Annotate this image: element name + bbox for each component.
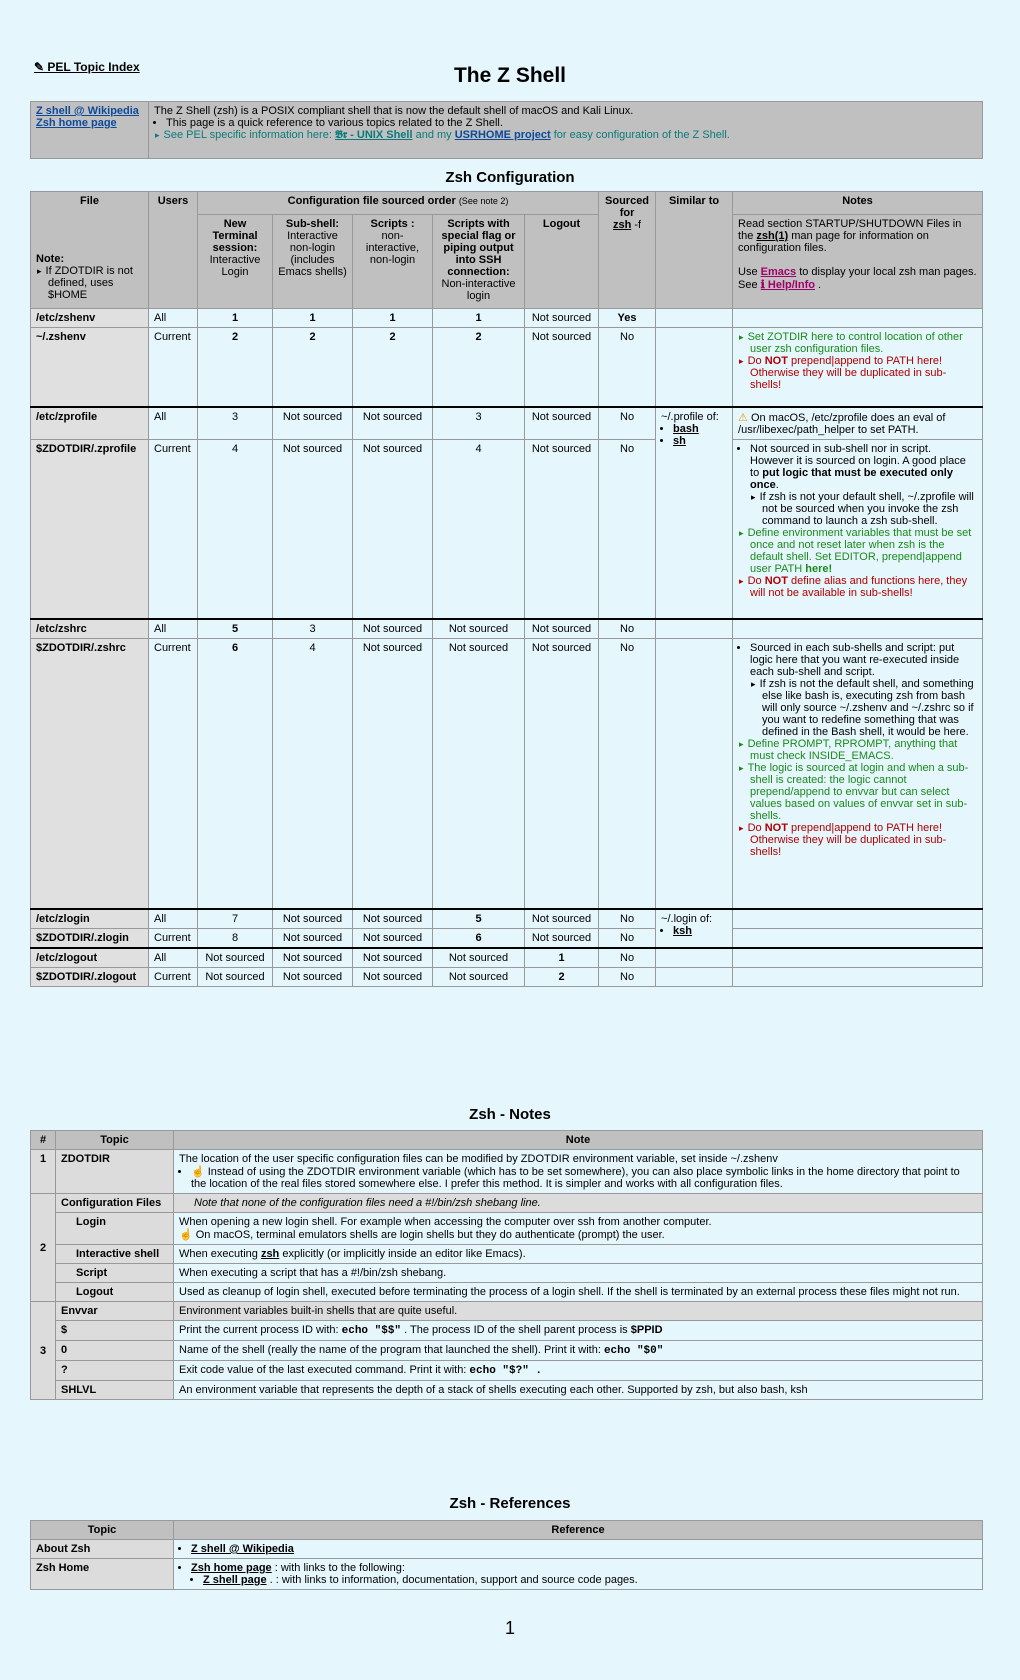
table-row: /etc/zshenv All 1 1 1 1 Not sourced Yes	[31, 309, 983, 328]
table-row: /etc/zshrc All 5 3 Not sourced Not sourced Not sourced No	[31, 619, 983, 639]
col-new-terminal: New Terminal session: Interactive Login	[198, 215, 273, 309]
help-info-link[interactable]: ℹ Help/Info	[760, 279, 815, 291]
col-sub-shell: Sub-shell: Interactive non-login (includes Emacs shells)	[273, 215, 353, 309]
table-row: 1 ZDOTDIR The location of the user specific configuration files can be modified by ZDOTDIR environment variable, set inside ~/.zshenv • ☝ Instead of using the ZDOTDIR environment variable (which has to be set somewhere), you can also place symbolic links in the home directory that point to the location of the real files stored somewhere else. I prefer this method. It is simpler and works with all configuration files.	[31, 1150, 983, 1194]
table-row: Script When executing a script that has a #!/bin/zsh shebang.	[31, 1264, 983, 1283]
table-row: SHLVL An environment variable that represents the depth of a stack of shells executing each other. Supported by zsh, but also bash, ksh	[31, 1381, 983, 1400]
table-row: /etc/zprofile All 3 Not sourced Not sourced 3 Not sourced No ~/.profile of: • bash • sh ⚠ On macOS, /etc/zprofile does an eval of /usr/libexec/path_helper to set PATH.	[31, 407, 983, 440]
intro-bullet-1: • This page is a quick reference to various topics related to the Z Shell.	[166, 117, 977, 129]
notes-title: Zsh - Notes	[469, 1106, 551, 1123]
sh-link[interactable]: sh	[673, 435, 686, 447]
usrhome-link[interactable]: USRHOME project	[454, 129, 551, 141]
col-file: File	[80, 195, 99, 207]
wikipedia-link[interactable]: Z shell @ Wikipedia	[36, 105, 139, 117]
table-row: $ZDOTDIR/.zlogin Current 8 Not sourced Not sourced 6 Not sourced No	[31, 929, 983, 949]
page-title: The Z Shell	[453, 64, 566, 87]
config-title: Zsh Configuration	[445, 169, 575, 186]
table-row: $ZDOTDIR/.zlogout Current Not sourced Not sourced Not sourced Not sourced 2 No	[31, 968, 983, 987]
table-row: ? Exit code value of the last executed command. Print it with: echo "$?" .	[31, 1361, 983, 1381]
col-users: Users	[149, 192, 198, 309]
zsh1-man-link[interactable]: zsh(1)	[756, 230, 789, 242]
col-scripts-special: Scripts with special flag or piping output into SSH connection: Non-interactive login	[433, 215, 525, 309]
table-row: /etc/zlogin All 7 Not sourced Not sourced 5 Not sourced No ~/.login of: • ksh	[31, 909, 983, 929]
topic-index-link[interactable]: ✎ PEL Topic Index	[34, 60, 140, 74]
ref-zshell-page-link[interactable]: Z shell page	[203, 1574, 267, 1586]
col-sourced: Sourced for	[605, 195, 650, 219]
table-row: ~/.zshenv Current 2 2 2 2 Not sourced No ▸ Set ZOTDIR here to control location of other user zsh configuration files. ▸ Do NOT prepend|append to PATH here! Otherwise they will be duplicated in sub-shells!	[31, 328, 983, 408]
warning-icon: ⚠	[738, 412, 748, 424]
table-row: Login When opening a new login shell. For example when accessing the computer over ssh from another computer. ☝ On macOS, terminal emulators shells are login shells but they do authenticate (prompt) the user.	[31, 1213, 983, 1245]
pel-unix-shell-link[interactable]: 𝕭𝖗 - UNIX Shell	[334, 129, 413, 141]
table-row: 2 Configuration Files Note that none of the configuration files need a #!/bin/zsh shebang line.	[31, 1194, 983, 1213]
intro-bullet-2: ▸ See PEL specific information here: 𝕭𝖗 - UNIX Shell and my USRHOME project for easy configuration of the Z Shell.	[166, 129, 977, 142]
table-row: $ZDOTDIR/.zprofile Current 4 Not sourced Not sourced 4 Not sourced No • Not sourced in sub-shell nor in script. However it is sourced on login. A good place to put logic that must be executed only once. ▸ If zsh is not your default shell, ~/.zprofile will not be sourced when you invoke the zsh command to launch a zsh sub-shell. ▸ Define environment variables that must be set once and not reset later when zsh is the default shell. Set EDITOR, prepend|append user PATH here! ▸ Do NOT define alias and functions here, they will not be available in sub-shells!	[31, 440, 983, 620]
table-row: Logout Used as cleanup of login shell, executed before terminating the process of a login shell. If the shell is terminated by an external process these files might not run.	[31, 1283, 983, 1302]
zsh-home-link[interactable]: Zsh home page	[36, 117, 117, 129]
zsh-exec-link[interactable]: zsh	[260, 1248, 280, 1260]
notes-header-text: Read section STARTUP/SHUTDOWN Files in the zsh(1) man page for information on configuration files. Use Emacs to display your local zsh man pages. See ℹ Help/Info .	[733, 215, 983, 309]
refs-title: Zsh - References	[449, 1495, 571, 1512]
col-scripts: Scripts : non-interactive, non-login	[353, 215, 433, 309]
zsh-link[interactable]: zsh	[612, 219, 632, 231]
col-logout: Logout	[525, 215, 599, 309]
intro-text: The Z Shell (zsh) is a POSIX compliant shell that is now the default shell of macOS and Kali Linux.	[154, 105, 634, 117]
emacs-link[interactable]: Emacs	[760, 266, 797, 278]
note-label: Note:	[36, 253, 65, 265]
ksh-link[interactable]: ksh	[673, 925, 692, 937]
refs-table: Topic Reference About Zsh • Z shell @ Wikipedia Zsh Home • Zsh home page : with links to the following: • Z shell page . : with links to information, documentation, support and source code pages.	[30, 1520, 983, 1590]
page-number: 1	[504, 1618, 515, 1638]
notes-table: # Topic Note 1 ZDOTDIR The location of the user specific configuration files can be modified by ZDOTDIR environment variable, set inside ~/.zshenv • ☝ Instead of using the ZDOTDIR environment variable (which has to be set somewhere), you can also place symbolic links in the home directory that point to the location of the real files stored somewhere else. I prefer this method. It is simpler and works with all configuration files. 2 Configuration Files Note that none of the configuration files need a #!/bin/zsh shebang line. Login When opening a new login shell. For example when accessing the computer over ssh from another computer. ☝ On macOS, terminal emulators shells are login shells but they do authenticate (prompt) the user. Interactive shell When executing zsh explicitly (or implicitly inside an editor like Emacs). Script When executing a script that has a #!/bin/zsh shebang. Logout Used as cleanup of login shell, executed before terminating the process of a login shell. If the shell is terminated by an external process these files might not run. 3 Envvar Environment variables built-in shells that are quite useful. $ Print the current process ID with: echo "$$" . The process ID of the shell parent process is $PPID 0 Name of the shell (really the name of the program that launched the shell). Print it with: echo "$0" ? Exit code value of the last executed command. Print it with: echo "$?" . SHLVL An environment variable that represents the depth of a stack of shells executing each other. Supported by zsh, but also bash, ksh	[30, 1130, 983, 1400]
table-row: 3 Envvar Environment variables built-in shells that are quite useful.	[31, 1302, 983, 1321]
table-row: $ZDOTDIR/.zshrc Current 6 4 Not sourced Not sourced Not sourced No • Sourced in each sub-shells and script: put logic here that you want re-executed inside each sub-shell and script. ▸ If zsh is not the default shell, and something else like bash is, executing zsh from bash will only source ~/.zshenv and ~/.zshrc so if you want to redefine something that was defined in the Bash shell, it would be here. ▸ Define PROMPT, RPROMPT, anything that must check INSIDE_EMACS. ▸ The logic is sourced at login and when a sub-shell is created: the logic cannot prepend/append to envvar but can select values based on values of envvar set in sub-shells. ▸ Do NOT prepend|append to PATH here! Otherwise they will be duplicated in sub-shells!	[31, 639, 983, 910]
table-row: $ Print the current process ID with: echo "$$" . The process ID of the shell parent process is $PPID	[31, 1321, 983, 1341]
table-row: /etc/zlogout All Not sourced Not sourced Not sourced Not sourced 1 No	[31, 948, 983, 968]
ref-wikipedia-link[interactable]: Z shell @ Wikipedia	[191, 1543, 294, 1555]
config-table: File Note: ▸ If ZDOTDIR is not defined, uses $HOME Users Configuration file sourced order (See note 2) Sourced for zsh -f Similar to Notes New Terminal session: Interactive Login Sub-shell: Interactive non-login (includes Emacs shells) Scripts : non-interactive, non-login Scripts with special flag or piping output into SSH connection: Non-interactive login Logout Read section STARTUP/SHUTDOWN Files in the zsh(1) man page for information on configuration files. Use Emacs to display your local zsh man pages. See ℹ Help/Info . /etc/zshenv All 1 1 1 1 Not sourced Yes ~/.zshenv Current 2 2 2 2 Not sourced No ▸ Set ZOTDIR here to control location of other user zsh configuration files. ▸ Do NOT prepend|append to PATH here! Otherwise they will be duplicated in sub-shells! /etc/zprofile All 3 Not sourced Not sourced 3 Not sourced No ~/.profile of: • bash • sh ⚠ On macOS, /etc/zprofile does an eval of /usr/libexec/path_helper to set PATH. $ZDOTDIR/.zprofile Current 4 Not sourced Not sourced 4 Not sourced No • Not sourced in sub-shell nor in script. However it is sourced on login. A good place to put logic that must be executed only once. ▸ If zsh is not your default shell, ~/.zprofile will not be sourced when you invoke the zsh command to launch a zsh sub-shell. ▸ Define environment variables that must be set once and not reset later when zsh is the default shell. Set EDITOR, prepend|append user PATH here! ▸ Do NOT define alias and functions here, they will not be available in sub-shells! /etc/zshrc All 5 3 Not sourced Not sourced Not sourced No $ZDOTDIR/.zshrc Current 6 4 Not sourced Not sourced Not sourced No • Sourced in each sub-shells and script: put logic here that you want re-executed inside each sub-shell and script. ▸ If zsh is not the default shell, and something else like bash is, executing zsh from bash will only source ~/.zshenv and ~/.zshrc so if you want to redefine something that was defined in the Bash shell, it would be here. ▸ Define PROMPT, RPROMPT, anything that must check INSIDE_EMACS. ▸ The logic is sourced at login and when a sub-shell is created: the logic cannot prepend/append to envvar but can select values based on values of envvar set in sub-shells. ▸ Do NOT prepend|append to PATH here! Otherwise they will be duplicated in sub-shells! /etc/zlogin All 7 Not sourced Not sourced 5 Not sourced No ~/.login of: • ksh $ZDOTDIR/.zlogin Current 8 Not sourced Not sourced 6 Not sourced No /etc/zlogout All Not sourced Not sourced Not sourced Not sourced 1 No $ZDOTDIR/.zlogout Current Not sourced Not sourced Not sourced Not sourced 2 No	[30, 191, 983, 987]
table-row: 0 Name of the shell (really the name of the program that launched the shell). Print it with: echo "$0"	[31, 1341, 983, 1361]
bash-link[interactable]: bash	[673, 423, 699, 435]
table-row: About Zsh • Z shell @ Wikipedia	[31, 1540, 983, 1559]
ref-home-link[interactable]: Zsh home page	[191, 1562, 272, 1574]
col-notes: Notes	[842, 195, 873, 207]
col-order: Configuration file sourced order	[287, 195, 456, 207]
col-order-note: (See note 2)	[458, 196, 509, 206]
table-row: Zsh Home • Zsh home page : with links to the following: • Z shell page . : with links to information, documentation, support and source code pages.	[31, 1559, 983, 1590]
table-row: Interactive shell When executing zsh explicitly (or implicitly inside an editor like Emacs).	[31, 1245, 983, 1264]
col-similar: Similar to	[656, 192, 733, 309]
intro-table	[30, 101, 983, 159]
note-text: ▸ If ZDOTDIR is not defined, uses $HOME	[48, 265, 143, 301]
